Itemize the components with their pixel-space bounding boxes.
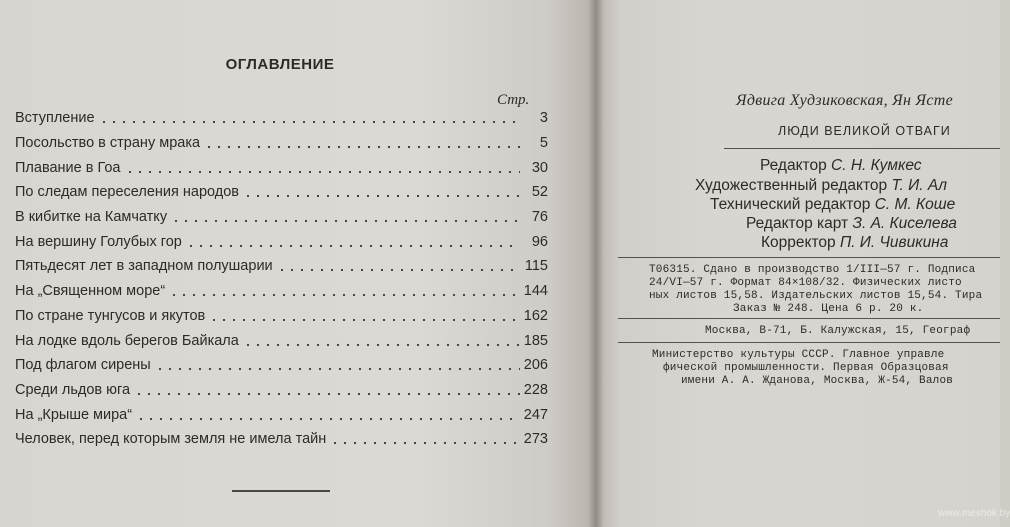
toc-entry-title: По следам переселения народов — [15, 184, 239, 201]
toc-list — [15, 106, 548, 452]
credit-name: З. А. Киселева — [852, 215, 957, 232]
toc-entry-page: 162 — [523, 307, 548, 324]
authors: Ядвига Худзиковская, Ян Ясте — [736, 92, 954, 109]
toc-entry-page: 76 — [531, 209, 548, 226]
toc-entry — [15, 279, 548, 304]
leader-dots — [243, 186, 520, 198]
toc-entry — [15, 180, 548, 205]
credit-name: П. И. Чивикина — [839, 234, 949, 251]
printer-line: Министерство культуры СССР. Главное управле — [652, 349, 945, 361]
book-title: ЛЮДИ ВЕЛИКОЙ ОТВАГИ — [778, 124, 951, 138]
publisher-address: Москва, В-71, Б. Калужская, 15, Географ — [705, 325, 971, 337]
credit-proofreader — [761, 234, 948, 252]
print-info-line: 24/VI—57 г. Формат 84×108/32. Физических листо — [649, 277, 962, 289]
toc-entry-page: 228 — [523, 381, 548, 398]
toc-entry — [15, 353, 548, 378]
toc-entry-title: На вершину Голубых гор — [15, 233, 182, 250]
credit-role: Технический редактор — [710, 196, 871, 213]
toc-entry-title: Среди льдов юга — [15, 381, 131, 398]
toc-entry-title: На лодке вдоль берегов Байкала — [15, 332, 239, 349]
leader-dots — [330, 433, 520, 445]
toc-entry — [15, 427, 548, 452]
toc-entry — [15, 131, 548, 156]
divider — [724, 148, 1000, 149]
toc-entry-title: Посольство в страну мрака — [15, 135, 201, 152]
toc-entry-page: 30 — [531, 159, 548, 176]
toc-entry-page: 3 — [539, 110, 548, 127]
leader-dots — [277, 260, 520, 272]
watermark: www.meshok.by — [938, 508, 1010, 519]
toc-entry — [15, 155, 548, 180]
toc-entry-title: На „Священном море“ — [15, 283, 166, 300]
divider — [618, 257, 1000, 258]
toc-entry-page: 247 — [523, 406, 548, 423]
credit-name: Т. И. Ал — [891, 177, 947, 194]
leader-dots — [169, 285, 520, 297]
leader-dots — [155, 359, 520, 371]
leader-dots — [209, 310, 520, 322]
credit-role: Художественный редактор — [695, 177, 888, 194]
toc-entry-page: 144 — [523, 283, 548, 300]
leader-dots — [99, 112, 520, 124]
toc-entry-page: 206 — [523, 357, 548, 374]
leader-dots — [204, 137, 520, 149]
printer-line: имени А. А. Жданова, Москва, Ж-54, Валов — [681, 375, 954, 387]
toc-entry-page: 185 — [523, 332, 548, 349]
toc-entry — [15, 378, 548, 403]
toc-entry-title: По стране тунгусов и якутов — [15, 307, 206, 324]
credit-name: С. М. Коше — [874, 196, 956, 213]
toc-title: ОГЛАВЛЕНИЕ — [225, 56, 335, 73]
toc-entry — [15, 229, 548, 254]
credit-role: Корректор — [761, 234, 836, 251]
toc-entry — [15, 402, 548, 427]
print-info-line: Т06315. Сдано в производство 1/III—57 г. Подписа — [649, 264, 976, 276]
toc-entry-title: Пятьдесят лет в западном полушарии — [15, 258, 273, 275]
toc-entry-page: 52 — [531, 184, 548, 201]
toc-entry-title: В кибитке на Камчатку — [15, 209, 168, 226]
credit-name: С. Н. Кумкес — [831, 157, 922, 174]
print-info-line: Заказ № 248. Цена 6 р. 20 к. — [733, 303, 924, 315]
decorative-rule — [232, 490, 330, 492]
print-info-line: ных листов 15,58. Издательских листов 15,54. Тира — [649, 290, 983, 302]
toc-entry — [15, 304, 548, 329]
leader-dots — [186, 236, 520, 248]
page-column-label: Стр. — [497, 92, 530, 108]
toc-entry — [15, 205, 548, 230]
credit-role: Редактор — [760, 157, 827, 174]
toc-entry — [15, 328, 548, 353]
toc-entry-page: 115 — [524, 258, 548, 275]
leader-dots — [134, 384, 520, 396]
divider — [618, 342, 1000, 343]
toc-entry-title: Человек, перед которым земля не имела тайн — [15, 431, 327, 448]
printer-line: фической промышленности. Первая Образцовая — [663, 362, 949, 374]
toc-entry-title: Плавание в Гоа — [15, 159, 121, 176]
toc-entry-page: 96 — [531, 233, 548, 250]
credit-art-editor — [695, 177, 947, 195]
leader-dots — [171, 211, 520, 223]
toc-entry-title: Вступление — [15, 110, 95, 127]
leader-dots — [125, 162, 521, 174]
credit-map-editor — [746, 215, 957, 233]
toc-entry-title: Под флагом сирены — [15, 357, 151, 374]
credit-tech-editor — [710, 196, 955, 214]
credit-editor — [760, 157, 922, 175]
leader-dots — [243, 335, 520, 347]
leader-dots — [136, 409, 520, 421]
toc-entry-title: На „Крыше мира“ — [15, 406, 133, 423]
book-gutter — [588, 0, 604, 527]
toc-entry-page: 5 — [539, 135, 548, 152]
toc-entry — [15, 106, 548, 131]
credit-role: Редактор карт — [746, 215, 849, 232]
toc-entry — [15, 254, 548, 279]
toc-entry-page: 273 — [523, 431, 548, 448]
divider — [618, 318, 1000, 319]
